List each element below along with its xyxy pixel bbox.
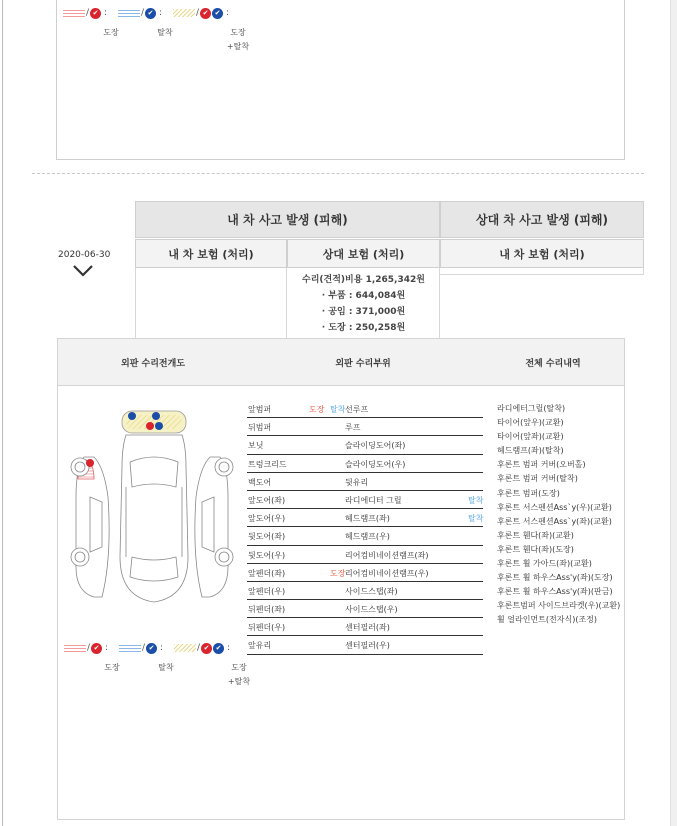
history-item: 라디에터그릴(탈착): [497, 404, 566, 413]
parts-row: 앞펜더(좌) 도장 리어컴비네이션램프(우): [247, 564, 483, 582]
parts-row: 앞도어(우) 헤드램프(좌) 탈착: [247, 509, 483, 527]
legend-label-detach: 탈착: [158, 663, 174, 672]
history-item: 후론트 휠 가아드(좌)(교환): [497, 559, 592, 569]
history-item: 후론트 서스펜션Ass`y(좌)(교환): [497, 516, 612, 526]
parts-row: 앞도어(좌) 라디에디터 그릴 탈착: [247, 491, 483, 509]
parts-row: 뒤범퍼 루프: [247, 418, 483, 436]
history-item: 후론트 휠 하우스Ass'y(좌)(판금): [497, 587, 613, 597]
repair-panel-header: [58, 339, 624, 386]
history-item: 후론트 범퍼 커버(오버홀): [497, 460, 586, 470]
history-item: 후론트 범퍼(도장): [497, 488, 560, 498]
my-car-accident-header: 내 차 사고 발생 (피해): [135, 201, 440, 238]
history-item: 타이어(앞우)(교환): [497, 418, 564, 428]
parts-row: 트렁크리드 슬라이딩도어(우): [247, 455, 483, 473]
scrollbar-track[interactable]: [670, 0, 677, 826]
history-item: 헤드램프(좌)(탈착): [497, 446, 564, 456]
parts-row: 뒷도어(우) 리어컴비네이션램프(좌): [247, 546, 483, 564]
my-insurance-cell: [135, 268, 287, 340]
other-car-my-insurance-header: 내 차 보험 (처리): [440, 239, 644, 268]
check-icon: ✔: [91, 643, 102, 654]
parts-row: 앞범퍼 도장 탈착 선루프: [247, 400, 483, 418]
detach-marker: [128, 412, 136, 420]
other-insurance-header: 상대 보험 (처리): [287, 239, 440, 268]
legend-paint: / ✔ :: [64, 641, 108, 655]
paint-swatch: [64, 644, 86, 652]
legend-paint-detach: / ✔ ✔ :: [173, 6, 229, 20]
repair-history-list: [497, 402, 637, 628]
parts-row: 앞유리 센터필러(우): [247, 636, 483, 654]
check-icon: ✔: [90, 8, 101, 19]
accident-date: 2020-06-30: [58, 250, 111, 260]
other-car-accident-header: 상대 차 사고 발생 (피해): [440, 201, 644, 238]
legend-detach: / ✔ :: [118, 6, 162, 20]
paint-marker: [86, 459, 94, 467]
diagram-header: 외판 수리전개도: [121, 359, 185, 369]
parts-list: [247, 400, 483, 655]
cost-paint: · 도장 : 250,258원: [321, 323, 406, 333]
history-item: 후론트 휠 하우스Ass'y(좌)(도장): [497, 573, 613, 583]
section-divider: [32, 173, 644, 174]
legend-paint: / ✔ :: [63, 6, 107, 20]
cost-total: 수리(견적)비용 1,265,342원: [302, 275, 425, 285]
legend-label-paint-detach: 도장 +탈착: [226, 28, 250, 51]
parts-row: 백도어 뒷유리: [247, 473, 483, 491]
detach-swatch: [119, 644, 141, 652]
chevron-down-icon[interactable]: [72, 264, 94, 278]
paint-swatch: [63, 9, 85, 17]
parts-row: 뒤펜더(우) 센터필러(좌): [247, 618, 483, 636]
history-item: 휠 얼라인먼트(전자식)(조정): [497, 615, 598, 625]
paint-marker: [146, 422, 154, 430]
history-item: 후론트 휀다(좌)(교환): [497, 530, 574, 540]
repair-detail-panel: [57, 338, 625, 820]
parts-header: 외판 수리부위: [335, 359, 391, 369]
cost-parts: · 부품 : 644,084원: [321, 291, 406, 301]
check-icon: ✔: [212, 8, 223, 19]
cost-labor: · 공임 : 371,000원: [321, 307, 406, 317]
history-item: 후론트 범퍼 커버(탈착): [497, 474, 578, 484]
legend-label-paint: 도장: [103, 28, 119, 37]
repair-cost-summary: [287, 272, 440, 336]
legend-top: [63, 6, 263, 51]
other-car-cell: [440, 268, 644, 275]
history-item: 후론트 서스펜션Ass`y(우)(교환): [497, 502, 612, 512]
paint-detach-swatch: [174, 644, 196, 652]
history-item: 후론트 휀다(좌)(도장): [497, 544, 574, 554]
parts-row: 보닛 슬라이딩도어(좌): [247, 436, 483, 454]
detach-marker: [155, 422, 163, 430]
parts-row: 뒤펜더(좌) 사이드스탭(우): [247, 600, 483, 618]
parts-row: 앞펜더(우) 사이드스탭(좌): [247, 582, 483, 600]
check-icon: ✔: [146, 643, 157, 654]
page-left-border: [2, 0, 3, 826]
detach-marker: [152, 412, 160, 420]
history-item: 후론트범퍼 사이드브라켓(우)(교환): [497, 601, 621, 611]
check-icon: ✔: [201, 643, 212, 654]
legend-detach: / ✔ :: [119, 641, 163, 655]
legend-paint-detach: / ✔ ✔ :: [174, 641, 230, 655]
legend-label-paint: 도장: [104, 663, 120, 672]
legend-bottom: [64, 641, 264, 686]
detach-swatch: [118, 9, 140, 17]
history-item: 타이어(앞좌)(교환): [497, 432, 564, 442]
paint-detach-swatch: [173, 9, 195, 17]
check-icon: ✔: [145, 8, 156, 19]
parts-row: 뒷도어(좌) 헤드램프(우): [247, 527, 483, 545]
check-icon: ✔: [213, 643, 224, 654]
check-icon: ✔: [200, 8, 211, 19]
car-damage-diagram: [64, 407, 240, 607]
legend-label-paint-detach: 도장 +탈착: [227, 663, 251, 686]
legend-label-detach: 탈착: [157, 28, 173, 37]
my-insurance-header: 내 차 보험 (처리): [135, 239, 287, 268]
history-header: 전체 수리내역: [525, 359, 581, 369]
